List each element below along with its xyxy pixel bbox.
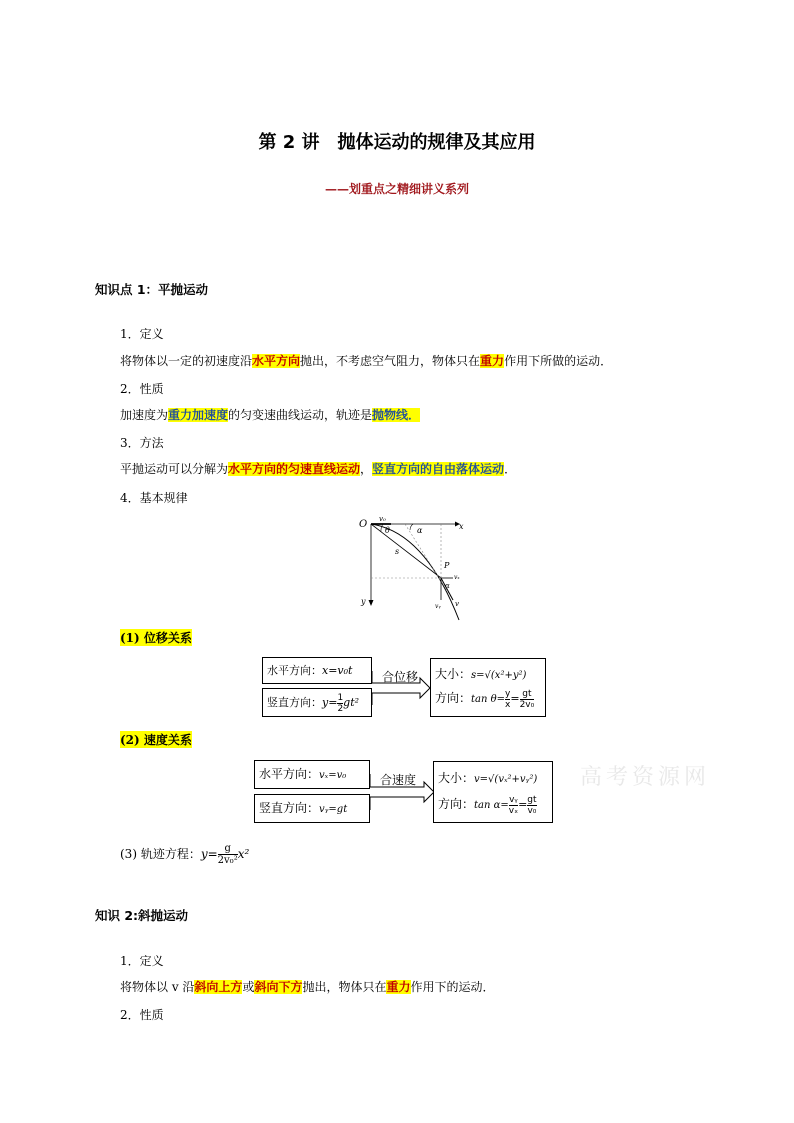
section2-property-label: 2．性质 [120, 1008, 164, 1022]
denominator: vₓ [508, 805, 519, 816]
fraction [218, 843, 238, 866]
numerator: gt [522, 688, 532, 699]
theta-label: θ [385, 526, 390, 535]
section1-heading: 知识点 1：平抛运动 [95, 282, 209, 297]
equals: = [518, 798, 528, 811]
text-run: 抛出，不考虑空气阻力，物体只在 [300, 354, 481, 368]
trajectory-equation [120, 842, 249, 866]
resultant-velocity-box [433, 761, 553, 823]
numerator: y [505, 688, 511, 699]
box-equation: gt² [343, 696, 360, 709]
displacement-heading: (1) 位移关系 [120, 631, 192, 645]
vertical-velocity-box [254, 794, 370, 823]
y-label: y [361, 597, 366, 606]
text-run: ． [504, 462, 517, 476]
text-run: 作用下的运动． [410, 980, 495, 994]
text-run: 将物体以一定的初速度沿 [120, 354, 253, 368]
text-run: 加速度为 [120, 408, 169, 422]
origin-label: O [359, 519, 368, 530]
section2-definition-text [120, 978, 495, 995]
page-subtitle: ——划重点之精细讲义系列 [324, 182, 469, 196]
box-label: 方向： [438, 797, 475, 811]
denominator: 2v₀² [217, 855, 238, 866]
text-run: ， [360, 462, 373, 476]
numerator: g [224, 843, 231, 854]
p-label: P [444, 561, 450, 570]
s-label: s [395, 547, 400, 556]
vx-label: vₓ [454, 574, 460, 581]
alpha-label: α [417, 526, 423, 535]
alpha2-label: α [445, 582, 450, 590]
equation-part: x² [237, 847, 250, 861]
denominator: 2 [337, 703, 344, 714]
watermark: 高考资源网 [580, 765, 711, 790]
velocity-heading: (2) 速度关系 [120, 733, 192, 747]
basic-law-label: 4．基本规律 [120, 491, 188, 505]
property-text [120, 406, 420, 423]
text-run: 平抛运动可以分解为 [120, 462, 229, 476]
direction-row [438, 792, 548, 818]
box-label: 竖直方向： [267, 696, 322, 709]
equals: = [510, 692, 520, 705]
box-label: 大小： [438, 771, 475, 785]
x-label: x [459, 522, 464, 531]
displacement-line [371, 524, 441, 578]
box-equation: x=v₀t [322, 664, 353, 677]
text-run: 抛出，物体只在 [302, 980, 387, 994]
highlight-vertical-motion: 竖直方向的自由落体运动 [372, 462, 505, 476]
definition-label: 1．定义 [120, 327, 164, 341]
highlight-horizontal-motion: 水平方向的匀速直线运动 [228, 462, 361, 476]
equation-part: y= [200, 847, 218, 861]
definition-text [120, 352, 612, 369]
box-equation: s=√(x²+y²) [471, 670, 527, 681]
vertical-displacement-box [262, 688, 372, 717]
denominator: x [505, 699, 511, 710]
box-equation: v=√(vₓ²+vᵧ²) [474, 774, 538, 785]
box-equation: vₓ=v₀ [319, 770, 347, 781]
fraction [527, 795, 536, 816]
resultant-displacement-box [430, 658, 546, 717]
section2-definition-label: 1．定义 [120, 954, 164, 968]
section2-heading: 知识 2:斜抛运动 [95, 908, 189, 923]
alpha-arc [410, 524, 413, 530]
box-equation: tan α= [474, 800, 509, 811]
direction-row [435, 687, 541, 711]
method-label: 3．方法 [120, 436, 164, 450]
vy-label: vᵧ [435, 603, 441, 610]
trajectory-curve [371, 524, 459, 620]
displacement-arrow-label: 合位移 [382, 670, 419, 684]
horizontal-velocity-box [254, 760, 370, 789]
fraction [509, 795, 518, 816]
horizontal-displacement-box [262, 657, 372, 684]
numerator: gt [527, 794, 537, 805]
text-run: 或 [242, 980, 255, 994]
box-equation: vᵧ=gt [319, 804, 348, 815]
highlight-gravity-acceleration: 重力加速度 [168, 408, 229, 422]
highlight-gravity: 重力 [480, 354, 505, 368]
numerator: 1 [337, 692, 344, 703]
text-run: 的匀变速曲线运动，轨迹是 [228, 408, 373, 422]
box-label: 竖直方向： [259, 801, 320, 815]
text-run: 将物体以 v 沿 [120, 980, 195, 994]
box-label: 方向： [435, 691, 472, 705]
box-equation: tan θ= [471, 694, 506, 705]
velocity-arrow-label: 合速度 [380, 773, 417, 787]
box-label: 大小： [435, 667, 472, 681]
text-run: 作用下所做的运动． [504, 354, 613, 368]
box-equation: y= [322, 696, 338, 709]
trajectory-label: (3) 轨迹方程： [120, 847, 201, 861]
magnitude-row [438, 766, 548, 792]
magnitude-row [435, 663, 541, 687]
y-axis-arrow [369, 600, 374, 606]
numerator: vᵧ [509, 794, 518, 805]
highlight-parabola: 抛物线． [372, 408, 421, 422]
box-label: 水平方向： [267, 664, 322, 677]
highlight-downward: 斜向下方 [254, 980, 303, 994]
highlight-gravity: 重力 [386, 980, 411, 994]
v0-label: v₀ [379, 515, 386, 523]
page-title: 第 2 讲 抛体运动的规律及其应用 [258, 132, 536, 153]
highlight-horizontal-direction: 水平方向 [252, 354, 301, 368]
denominator: v₀ [527, 805, 537, 816]
fraction [520, 689, 535, 710]
box-label: 水平方向： [259, 767, 320, 781]
method-text [120, 460, 516, 477]
highlight-upward: 斜向上方 [194, 980, 243, 994]
v-label: v [455, 600, 459, 608]
theta-arc [381, 524, 383, 532]
denominator: 2v₀ [519, 699, 535, 710]
property-label: 2．性质 [120, 382, 164, 396]
projectile-diagram [355, 512, 475, 622]
